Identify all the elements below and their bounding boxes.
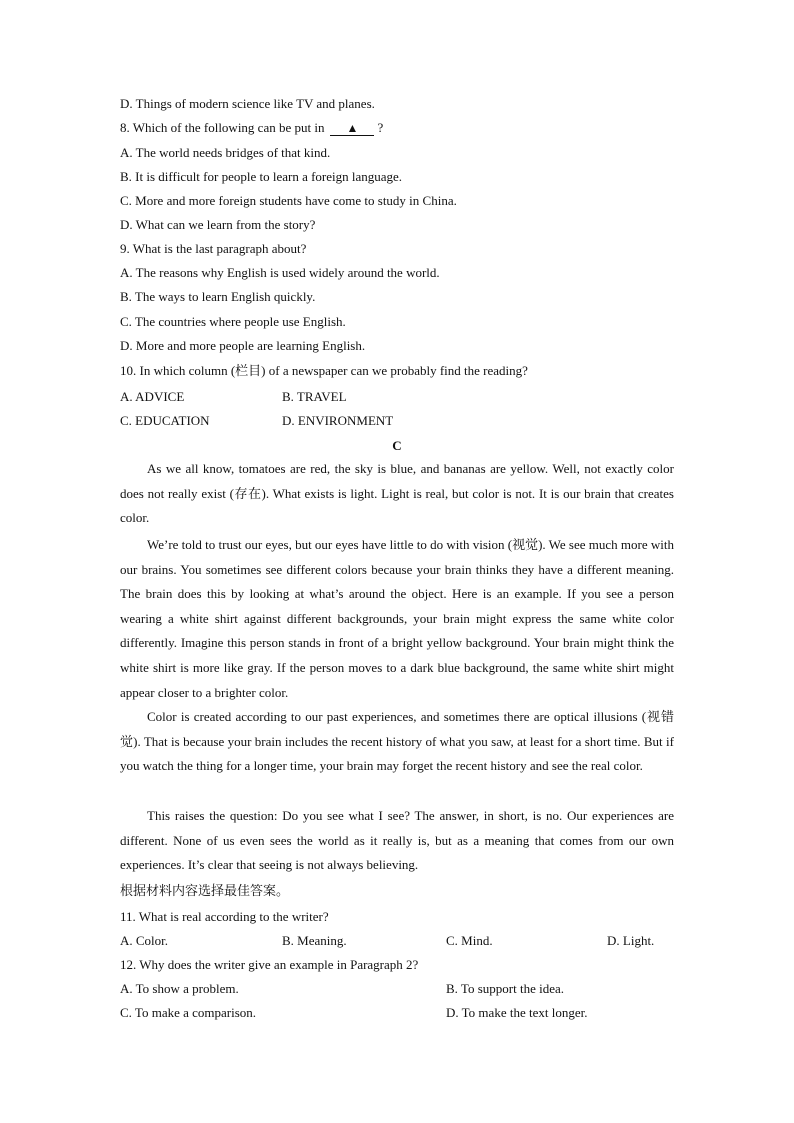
q10-stem: 10. In which column (栏目) of a newspaper can we probably find the reading? xyxy=(120,363,528,378)
q8-stem-end: ? xyxy=(377,120,384,135)
q9-stem: 9. What is the last paragraph about? xyxy=(120,241,307,256)
q12-option-c: C. To make a comparison. xyxy=(120,1005,257,1020)
passage-paragraph-4: This raises the question: Do you see what I see? The answer, in short, is no. Our experiences are different. None of us even sees the world as it really is, but as a meaning that comes from our own experiences. It’s clear that seeing is not always believing. xyxy=(120,808,674,873)
q11-option-a: A. Color. xyxy=(120,933,169,948)
q12-option-d: D. To make the text longer. xyxy=(446,1005,588,1020)
q8-stem xyxy=(120,120,383,136)
q12-option-b: B. To support the idea. xyxy=(446,981,565,996)
q10-option-c: C. EDUCATION xyxy=(120,413,210,428)
triangle-marker: ▲ xyxy=(346,121,359,135)
passage-paragraph-3: Color is created according to our past experiences, and sometimes there are optical illusions (视错觉). That is because your brain includes the recent history of what you saw, at least for a short time. But if you watch the thing for a longer time, your brain may forget the recent history and see the real color. xyxy=(120,709,674,774)
q11-option-c: C. Mind. xyxy=(446,933,493,948)
q8-blank xyxy=(330,122,374,136)
q7-option-d: D. Things of modern science like TV and planes. xyxy=(120,96,375,111)
q9-option-b: B. The ways to learn English quickly. xyxy=(120,289,316,304)
q10-option-d: D. ENVIRONMENT xyxy=(282,413,394,428)
q10-option-a: A. ADVICE xyxy=(120,389,185,404)
passage-heading: C xyxy=(392,438,402,453)
q11-option-b: B. Meaning. xyxy=(282,933,347,948)
q8-stem-text: 8. Which of the following can be put in xyxy=(120,120,325,135)
instruction-text: 根据材料内容选择最佳答案。 xyxy=(120,883,290,898)
q11-stem: 11. What is real according to the writer? xyxy=(120,909,329,924)
q8-option-a: A. The world needs bridges of that kind. xyxy=(120,145,331,160)
q9-option-c: C. The countries where people use English. xyxy=(120,314,346,329)
q11-option-d: D. Light. xyxy=(607,933,655,948)
q12-option-a: A. To show a problem. xyxy=(120,981,239,996)
q9-option-a: A. The reasons why English is used widely around the world. xyxy=(120,265,440,280)
q10-option-b: B. TRAVEL xyxy=(282,389,347,404)
passage-paragraph-2: We’re told to trust our eyes, but our eyes have little to do with vision (视觉). We see much more with our brains. You sometimes see different colors because your brain thinks they have a different meaning. The brain does this by looking at what’s around the object. Here is an example. If you see a person wearing a white shirt against different backgrounds, your brain might express the same white color differently. Imagine this person stands in front of a bright yellow background. Your brain might think the white shirt is more like gray. If the person moves to a dark blue background, the same white shirt might appear closer to a brighter color. xyxy=(120,537,674,700)
q12-stem: 12. Why does the writer give an example in Paragraph 2? xyxy=(120,957,419,972)
q8-option-d: D. What can we learn from the story? xyxy=(120,217,316,232)
passage-paragraph-1: As we all know, tomatoes are red, the sky is blue, and bananas are yellow. Well, not exactly color does not really exist (存在). What exists is light. Light is real, but color is not. It is our brain that creates color. xyxy=(120,461,674,526)
q8-option-c: C. More and more foreign students have come to study in China. xyxy=(120,193,457,208)
q8-option-b: B. It is difficult for people to learn a foreign language. xyxy=(120,169,403,184)
q9-option-d: D. More and more people are learning English. xyxy=(120,338,366,353)
